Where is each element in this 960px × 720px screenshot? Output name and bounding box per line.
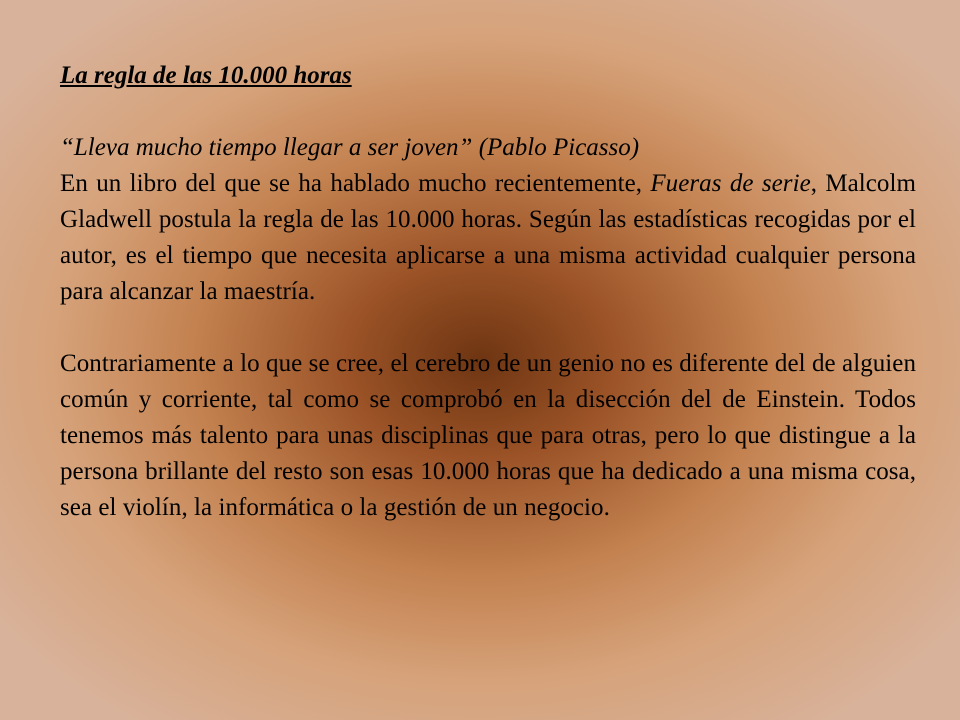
- paragraph-1-part-1: En un libro del que se ha hablado mucho recientemente,: [60, 170, 651, 197]
- spacer: [60, 310, 916, 346]
- quote: “Lleva mucho tiempo llegar a ser joven” (Pablo Picasso): [60, 134, 640, 161]
- slide-title: La regla de las 10.000 horas: [60, 62, 352, 89]
- paragraph-2: Contrariamente a lo que se cree, el cerebro de un genio no es diferente del de alguien común y corriente, tal como se comprobó en la disección del de Einstein. Todos tenemos más talento para unas disciplinas que para otras, pero lo que distingue a la persona brillante del resto son esas 10.000 horas que ha dedicado a una misma cosa, sea el violín, la informática o la gestión de un negocio.: [60, 350, 916, 521]
- paragraph-1-part-2: , Malcolm Gladwell postula la regla de las 10.000 horas. Según las estadísticas recogidas por el autor, es el tiempo que necesita aplicarse a una misma actividad cualquier persona para alcanzar la maestría.: [60, 170, 916, 305]
- book-title: Fueras de serie: [650, 170, 811, 197]
- slide-content: [60, 58, 916, 526]
- spacer: [60, 94, 916, 130]
- paragraph-1: [60, 166, 916, 310]
